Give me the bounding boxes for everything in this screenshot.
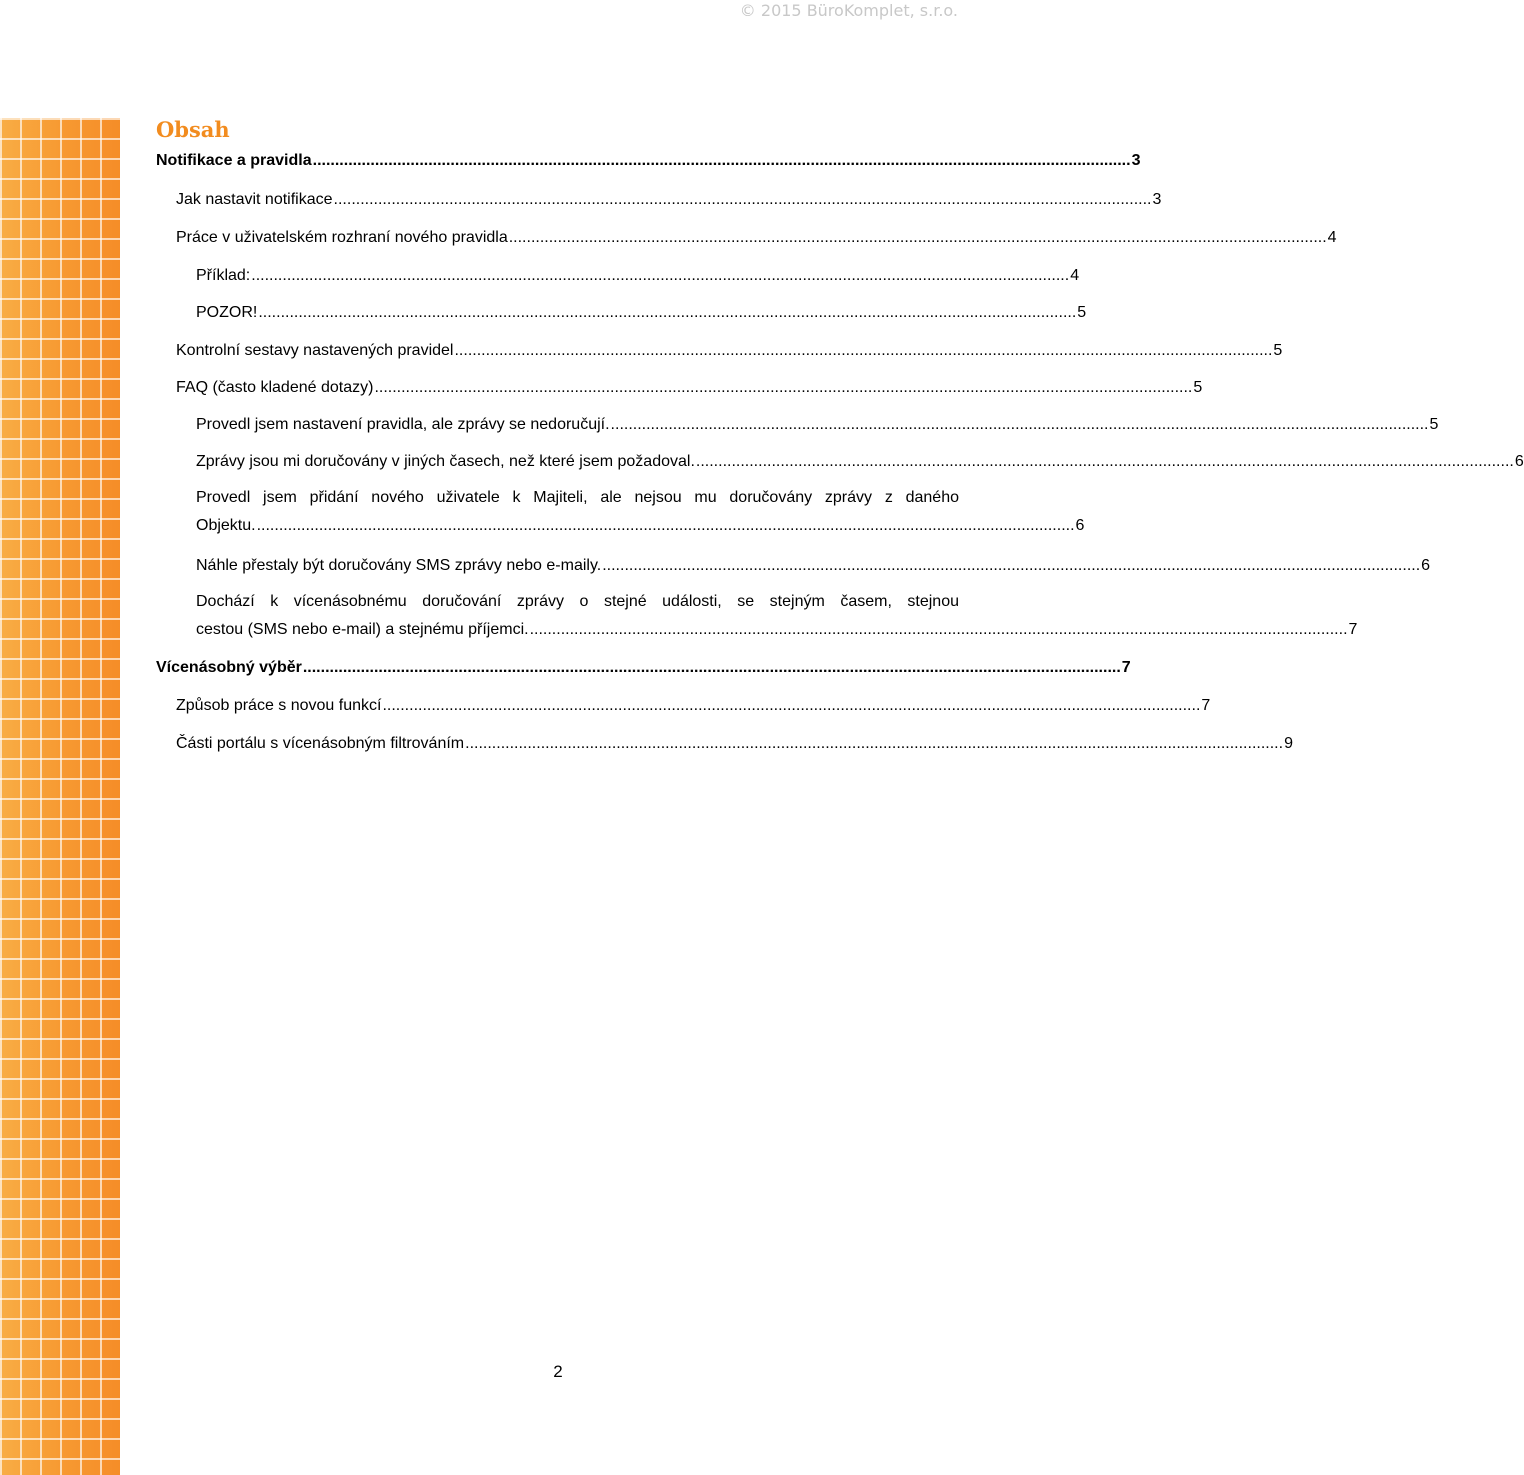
toc-leader: ........................................................................................................................................................................................	[333, 191, 1152, 208]
toc-leader: ........................................................................................................................................................................................	[302, 659, 1121, 676]
toc-entry-page: 7	[1121, 659, 1131, 676]
toc-entry-page: 3	[1152, 191, 1162, 208]
toc-entry[interactable]	[176, 734, 1293, 754]
toc-entry-label: Příklad:	[196, 267, 251, 284]
toc-entry-page: 7	[1201, 697, 1211, 714]
toc-leader: ........................................................................................................................................................................................	[529, 621, 1348, 638]
toc-leader: ........................................................................................................................................................................................	[312, 152, 1131, 169]
toc-leader: ........................................................................................................................................................................................	[508, 229, 1327, 246]
toc-entry-label: Jak nastavit notifikace	[176, 191, 333, 208]
toc-entry-page: 5	[1273, 342, 1283, 359]
toc-leader: ........................................................................................................................................................................................	[610, 416, 1429, 433]
toc-entry-label: Části portálu s vícenásobným filtrováním	[176, 735, 465, 752]
toc-entry[interactable]	[196, 556, 1431, 576]
toc-leader: ........................................................................................................................................................................................	[382, 697, 1201, 714]
toc-entry[interactable]	[156, 658, 1131, 678]
orange-grid-decoration	[0, 118, 120, 1475]
toc-entry-label: Zprávy jsou mi doručovány v jiných časech, než které jsem požadoval.	[196, 453, 695, 470]
page-number: 2	[553, 1362, 563, 1381]
toc-entry-label: FAQ (často kladené dotazy)	[176, 379, 374, 396]
toc-entry[interactable]	[196, 452, 1524, 472]
toc-entry-page: 5	[1193, 379, 1203, 396]
toc-entry-label: Vícenásobný výběr	[156, 659, 302, 676]
toc-entry-page: 5	[1077, 304, 1087, 321]
toc-entry-label: Práce v uživatelském rozhraní nového pravidla	[176, 229, 508, 246]
toc-leader: ........................................................................................................................................................................................	[465, 735, 1284, 752]
toc-leader: ........................................................................................................................................................................................	[695, 453, 1514, 470]
toc-entry-label-line2: cestou (SMS nebo e-mail) a stejnému příjemci.	[196, 621, 529, 638]
toc-entry[interactable]	[176, 696, 1211, 716]
toc-entry-page: 4	[1327, 229, 1337, 246]
toc-entry-label: Provedl jsem nastavení pravidla, ale zprávy se nedoručují.	[196, 416, 610, 433]
toc-entry-page: 9	[1284, 735, 1293, 752]
toc-leader: ........................................................................................................................................................................................	[258, 304, 1077, 321]
toc-entry-label: Způsob práce s novou funkcí	[176, 697, 382, 714]
toc-title: Obsah	[156, 117, 230, 142]
toc-entry[interactable]	[196, 303, 1087, 323]
toc-leader: ........................................................................................................................................................................................	[374, 379, 1193, 396]
toc-entry[interactable]	[156, 151, 1141, 171]
toc-entry[interactable]	[196, 415, 1439, 435]
toc-entry-label: Kontrolní sestavy nastavených pravidel	[176, 342, 454, 359]
toc-entry[interactable]	[196, 484, 1085, 540]
toc-entry[interactable]	[196, 588, 1358, 644]
toc-entry-label: POZOR!	[196, 304, 258, 321]
toc-entry-page: 6	[1075, 517, 1085, 534]
toc-leader: ........................................................................................................................................................................................	[256, 517, 1075, 534]
toc-entry-label-line2: Objektu.	[196, 517, 256, 534]
toc-entry[interactable]	[176, 341, 1283, 361]
toc-leader: ........................................................................................................................................................................................	[251, 267, 1070, 284]
toc-entry-page: 3	[1131, 152, 1141, 169]
toc-entry[interactable]	[176, 228, 1337, 248]
toc-entry[interactable]	[176, 378, 1203, 398]
toc-entry-label: Notifikace a pravidla	[156, 152, 312, 169]
toc-entry[interactable]	[196, 266, 1080, 286]
toc-entry-page: 6	[1514, 453, 1524, 470]
toc-entry-label-line1: Provedl jsem přidání nového uživatele k Majiteli, ale nejsou mu doručovány zprávy z daného	[196, 489, 959, 506]
toc-leader: ........................................................................................................................................................................................	[454, 342, 1273, 359]
toc-entry-page: 5	[1429, 416, 1439, 433]
toc-entry-page: 6	[1421, 557, 1431, 574]
toc-entry-page: 7	[1348, 621, 1358, 638]
toc-entry-label: Náhle přestaly být doručovány SMS zprávy nebo e-maily.	[196, 557, 602, 574]
copyright-notice: © 2015 BüroKomplet, s.r.o.	[739, 1, 958, 20]
toc-entry[interactable]	[176, 190, 1162, 210]
toc-entry-label-line1: Dochází k vícenásobnému doručování zprávy o stejné události, se stejným časem, stejnou	[196, 593, 959, 610]
toc-leader: ........................................................................................................................................................................................	[602, 557, 1421, 574]
toc-entry-page: 4	[1070, 267, 1080, 284]
